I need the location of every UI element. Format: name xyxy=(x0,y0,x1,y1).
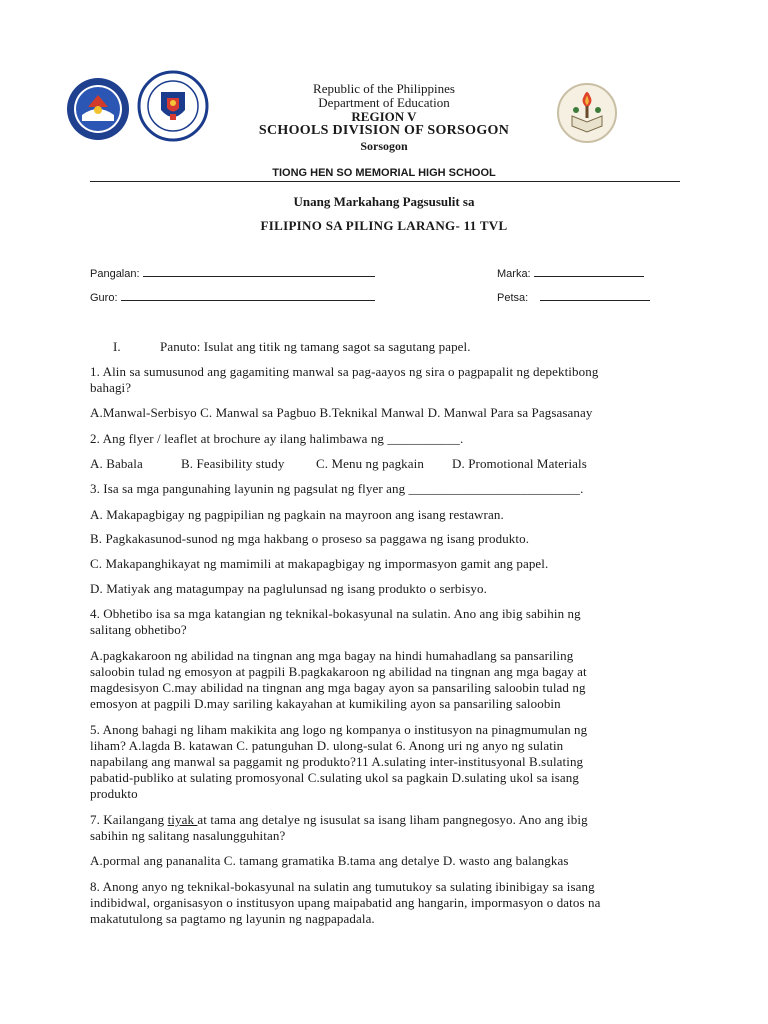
q4-choices-line4: emosyon at pagpili D.may sariling kakayahan at kumikiling ayon sa pansariling saloobin xyxy=(90,696,561,711)
petsa-blank[interactable] xyxy=(540,290,650,301)
q2-choice-b: B. Feasibility study xyxy=(181,456,285,471)
exam-title: Unang Markahang Pagsusulit sa xyxy=(293,194,475,209)
region-name: REGION V xyxy=(351,109,417,124)
pangalan-label: Pangalan: xyxy=(90,268,140,280)
department-name: Department of Education xyxy=(318,95,450,110)
q4-line1: 4. Obhetibo isa sa mga katangian ng teknikal-bokasyunal na sulatin. Ano ang ibig sabihin ng xyxy=(90,606,581,621)
q3-line1: 3. Isa sa mga pangunahing layunin ng pagsulat ng flyer ang __________________________. xyxy=(90,481,584,496)
header-divider xyxy=(90,181,680,182)
guro-field[interactable] xyxy=(90,290,375,304)
q2-line1: 2. Ang flyer / leaflet at brochure ay ilang halimbawa ng ___________. xyxy=(90,431,464,446)
pangalan-blank[interactable] xyxy=(143,266,375,277)
marka-field[interactable] xyxy=(497,266,644,280)
q8-line2: indibidwal, organisasyon o institusyon upang maipabatid ang hangarin, impormasyon o datos na xyxy=(90,895,601,910)
petsa-field[interactable] xyxy=(497,290,650,304)
guro-label: Guro: xyxy=(90,292,118,304)
q5-line3: napabilang ang manwal sa paggamit ng produkto?11 A.sulating inter-institusyonal B.sulating xyxy=(90,754,584,769)
q2-choice-a: A. Babala xyxy=(90,456,143,471)
q5-line4: pabatid-publiko at sulating promosyonal C.sulating ukol sa pagkain D.sulating ukol sa isang xyxy=(90,770,579,785)
q3-choice-a: A. Makapagbigay ng pagpipilian ng pagkain na mayroon ang isang restawran. xyxy=(90,507,504,522)
q4-choices-line1: A.pagkakaroon ng abilidad na tingnan ang mga bagay na hindi humahadlang sa pansariling xyxy=(90,648,574,663)
q4-choices-line2: saloobin tulad ng emosyon at pagpili B.pagkakaroon ng abilidad na tingnan ang mga bagay at xyxy=(90,664,587,679)
q7-choices: A.pormal ang pananalita C. tamang gramatika B.tama ang detalye D. wasto ang balangkas xyxy=(90,853,569,868)
school-name: TIONG HEN SO MEMORIAL HIGH SCHOOL xyxy=(272,167,496,179)
q8-line3: makatutulong sa pagtamo ng layunin ng nagpapadala. xyxy=(90,911,375,926)
q4-line2: salitang obhetibo? xyxy=(90,622,187,637)
instructions-text: Panuto: Isulat ang titik ng tamang sagot sa sagutang papel. xyxy=(160,339,471,354)
q7-underlined-word: tiyak xyxy=(167,812,198,827)
q1-line2: bahagi? xyxy=(90,380,132,395)
pangalan-field[interactable] xyxy=(90,266,375,280)
q4-choices-line3: magdesisyon C.may abilidad na tingnan ang mga bagay ayon sa pansariling saloobin tulad ng xyxy=(90,680,586,695)
province-name: Sorsogon xyxy=(360,139,408,153)
q1-choices: A.Manwal-Serbisyo C. Manwal sa Pagbuo B.Teknikal Manwal D. Manwal Para sa Pagsasanay xyxy=(90,405,593,420)
country-name: Republic of the Philippines xyxy=(313,81,455,96)
q3-choice-b: B. Pagkakasunod-sunod ng mga hakbang o proseso sa paggawa ng isang produkto. xyxy=(90,531,530,546)
marka-label: Marka: xyxy=(497,268,531,280)
q7-pre: 7. Kailangang xyxy=(90,812,168,827)
subject-title: FILIPINO SA PILING LARANG- 11 TVL xyxy=(260,218,508,233)
q2-choice-c: C. Menu ng pagkain xyxy=(316,456,424,471)
marka-blank[interactable] xyxy=(534,266,644,277)
q7-line2: sabihin ng salitang nasalungguhitan? xyxy=(90,828,286,843)
q7-line1 xyxy=(90,812,680,828)
q5-line2: liham? A.lagda B. katawan C. patunguhan D. ulong-sulat 6. Anong uri ng anyo ng sulatin xyxy=(90,738,564,753)
q5-line1: 5. Anong bahagi ng liham makikita ang logo ng kompanya o institusyon na pinagmumulan ng xyxy=(90,722,588,737)
q7-post: at tama ang detalye ng isusulat sa isang liham pangnegosyo. Ano ang ibig xyxy=(197,812,588,827)
q2-choice-d: D. Promotional Materials xyxy=(452,456,587,471)
instructions-number: I. xyxy=(113,339,121,354)
q1-line1: 1. Alin sa sumusunod ang gagamiting manwal sa pag-aayos ng sira o pagpapalit ng depektibong xyxy=(90,364,599,379)
division-name: SCHOOLS DIVISION OF SORSOGON xyxy=(258,123,510,138)
petsa-label: Petsa: xyxy=(497,292,529,304)
q3-choice-d: D. Matiyak ang matagumpay na paglulunsad ng isang produkto o serbisyo. xyxy=(90,581,487,596)
q3-choice-c: C. Makapanghikayat ng mamimili at makapagbigay ng impormasyon gamit ang papel. xyxy=(90,556,549,571)
guro-blank[interactable] xyxy=(121,290,375,301)
q8-line1: 8. Anong anyo ng teknikal-bokasyunal na sulatin ang tumutukoy sa sulating ibinibigay sa isang xyxy=(90,879,595,894)
q5-line5: produkto xyxy=(90,786,138,801)
